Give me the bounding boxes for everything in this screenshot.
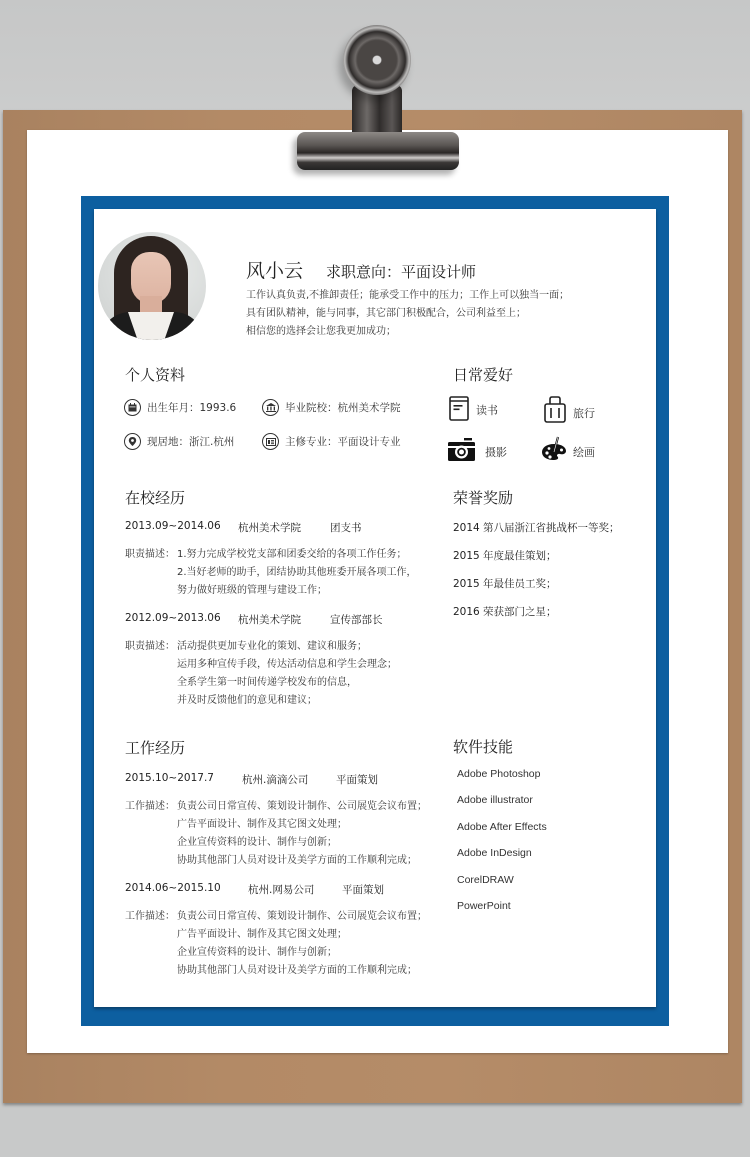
desc-line: 活动提供更加专业化的策划、建议和服务； — [177, 641, 367, 652]
school-desc — [177, 638, 397, 710]
intro-line: 具有团队精神，能与同事，其它部门积极配合，公司利益至上； — [246, 308, 526, 319]
info-school: 毕业院校：杭州美术学院 — [262, 399, 401, 416]
desc-line: 广告平面设计、制作及其它图文处理； — [177, 929, 347, 940]
section-title-personal: 个人资料 — [125, 366, 186, 384]
job-intent — [326, 261, 476, 282]
desc-line: 运用多种宣传手段，传达活动信息和学生会理念； — [177, 659, 397, 670]
work-entry-role: 平面策划 — [342, 884, 384, 896]
work-desc-label: 工作描述： — [125, 911, 175, 922]
desc-line: 1.努力完成学校党支部和团委交给的各项工作任务； — [177, 549, 407, 560]
school-entry-org: 杭州美术学院 — [238, 614, 301, 626]
book-icon — [449, 396, 469, 425]
skill-item: Adobe After Effects — [457, 821, 547, 833]
avatar-photo — [98, 232, 206, 340]
palette-icon — [541, 436, 567, 466]
school-desc — [177, 546, 417, 600]
school-entry-header: 2013.09~2014.06 — [125, 520, 221, 532]
section-title-school: 在校经历 — [125, 489, 186, 507]
skill-item: Adobe Photoshop — [457, 768, 541, 780]
desc-line: 负责公司日常宣传、策划设计制作、公司展览会议布置； — [177, 801, 427, 812]
desc-line: 协助其他部门人员对设计及美学方面的工作顺利完成； — [177, 855, 417, 866]
work-desc-label: 工作描述： — [125, 801, 175, 812]
work-entry-period: 2015.10~2017.7 — [125, 772, 214, 784]
school-entry-role: 宣传部部长 — [330, 614, 383, 626]
location-pin-icon — [124, 433, 141, 450]
luggage-icon — [544, 396, 566, 428]
work-desc — [177, 908, 427, 980]
award-item: 2015 年最佳员工奖； — [453, 578, 557, 590]
hobby-painting: 绘画 — [573, 446, 595, 459]
desc-line: 并及时反馈他们的意见和建议； — [177, 695, 317, 706]
self-intro — [246, 287, 569, 341]
desc-line: 努力做好班级的管理与建设工作； — [177, 585, 327, 596]
job-intent-value: 平面设计师 — [401, 263, 477, 281]
job-intent-label: 求职意向： — [326, 263, 402, 281]
skill-item: CorelDRAW — [457, 874, 514, 886]
work-desc — [177, 798, 427, 870]
work-entry-period: 2014.06~2015.10 — [125, 882, 221, 894]
school-desc-label: 职责描述： — [125, 549, 175, 560]
desc-line: 企业宣传资料的设计、制作与创新； — [177, 837, 337, 848]
hobby-travel: 旅行 — [573, 407, 595, 420]
intro-line: 相信您的选择会让您我更加成功； — [246, 326, 396, 337]
skill-item: Adobe InDesign — [457, 847, 532, 859]
desc-line: 广告平面设计、制作及其它图文处理； — [177, 819, 347, 830]
binder-clip-base — [297, 132, 459, 170]
school-desc-label: 职责描述： — [125, 641, 175, 652]
section-title-hobbies: 日常爱好 — [453, 366, 514, 384]
document-list-icon — [262, 433, 279, 450]
info-major: 主修专业：平面设计专业 — [262, 433, 401, 450]
candidate-name: 风小云 — [246, 260, 304, 282]
info-birth: 出生年月：1993.6 — [124, 399, 236, 416]
skill-item: PowerPoint — [457, 900, 511, 912]
school-entry-role: 团支书 — [330, 522, 362, 534]
section-title-work: 工作经历 — [125, 739, 186, 757]
hobby-reading: 读书 — [476, 404, 498, 417]
camera-icon — [448, 438, 475, 465]
section-title-skills: 软件技能 — [453, 738, 514, 756]
work-entry-role: 平面策划 — [336, 774, 378, 786]
desc-line: 负责公司日常宣传、策划设计制作、公司展览会议布置； — [177, 911, 427, 922]
award-item: 2014 第八届浙江省挑战杯一等奖； — [453, 522, 620, 534]
desc-line: 全系学生第一时间传递学校发布的信息， — [177, 677, 357, 688]
desc-line: 企业宣传资料的设计、制作与创新； — [177, 947, 337, 958]
desc-line: 协助其他部门人员对设计及美学方面的工作顺利完成； — [177, 965, 417, 976]
work-entry-org: 杭州.网易公司 — [248, 884, 315, 896]
intro-line: 工作认真负责,不推卸责任；能承受工作中的压力；工作上可以独当一面； — [246, 290, 570, 301]
school-entry-header: 2012.09~2013.06 — [125, 612, 221, 624]
calendar-icon — [124, 399, 141, 416]
section-title-awards: 荣誉奖励 — [453, 489, 514, 507]
binder-clip-ring — [343, 25, 411, 95]
info-residence: 现居地：浙江.杭州 — [124, 433, 234, 450]
award-item: 2015 年度最佳策划； — [453, 550, 557, 562]
award-item: 2016 荣获部门之星； — [453, 606, 557, 618]
work-entry-org: 杭州.滴滴公司 — [242, 774, 309, 786]
school-entry-org: 杭州美术学院 — [238, 522, 301, 534]
hobby-photography: 摄影 — [485, 446, 507, 459]
skill-item: Adobe illustrator — [457, 794, 533, 806]
desc-line: 2.当好老师的助手，团结协助其他班委开展各项工作， — [177, 567, 417, 578]
school-building-icon — [262, 399, 279, 416]
